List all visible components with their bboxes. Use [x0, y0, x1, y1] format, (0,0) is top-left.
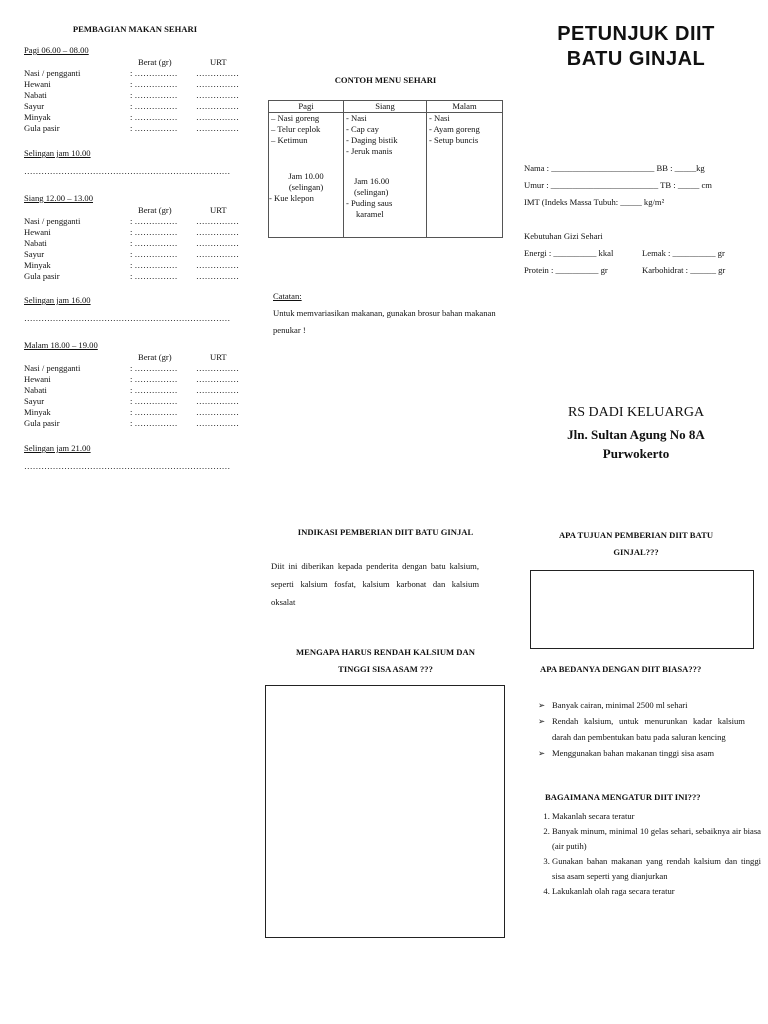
section-siang [24, 193, 254, 288]
field-nama-bb: Nama : ________________________ BB : _____kg [524, 163, 705, 173]
hospital-address2: Purwokerto [602, 446, 670, 461]
menu-cell-malam: - Nasi - Ayam goreng - Setup buncis [427, 113, 503, 238]
food-row: Gula pasir : …………… …………… [24, 123, 239, 133]
food-row: Minyak : …………… …………… [24, 112, 239, 122]
indikasi-text: Diit ini diberikan kepada penderita dengan batu kalsium, seperti kalsium fosfat, kalsium karbonat dan kalsium oksalat [271, 561, 479, 607]
list-item: ➢ Rendah kalsium, untuk menurunkan kadar kalsium darah dan pembentukan batu pada saluran kencing [536, 713, 745, 745]
food-row: Hewani : …………… …………… [24, 374, 239, 384]
field-protein: Protein : __________ gr [524, 265, 608, 275]
col-berat: Berat (gr) [138, 352, 172, 362]
food-row: Minyak : …………… …………… [24, 407, 239, 417]
menu-heading: CONTOH MENU SEHARI [334, 75, 437, 85]
meal-division-heading: PEMBAGIAN MAKAN SEHARI [72, 24, 198, 34]
selingan-16: Selingan jam 16.00 [24, 295, 91, 305]
food-row: Nabati : …………… …………… [24, 90, 239, 100]
siang-title: Siang 12.00 – 13.00 [24, 193, 93, 203]
cover-title-line1: PETUNJUK DIIT [557, 23, 715, 45]
food-row: Minyak : …………… …………… [24, 260, 239, 270]
mengatur-list [536, 809, 761, 899]
bedanya-heading: APA BEDANYA DENGAN DIIT BIASA??? [540, 664, 702, 674]
list-item: 2. Banyak minum, minimal 10 gelas sehari, sebaiknya air biasa (air putih) [552, 824, 761, 854]
field-umur-tb: Umur : _________________________ TB : _____ cm [524, 180, 712, 190]
hospital-name: RS DADI KELUARGA [567, 405, 705, 420]
field-karbohidrat: Karbohidrat : ______ gr [642, 265, 726, 275]
field-imt: IMT (Indeks Massa Tubuh: _____ kg/m² [524, 197, 665, 207]
indikasi-heading: INDIKASI PEMBERIAN DIIT BATU GINJAL [297, 527, 474, 537]
menu-table [268, 100, 503, 238]
selingan-10: Selingan jam 10.00 [24, 148, 91, 158]
food-row: Gula pasir : …………… …………… [24, 271, 239, 281]
arrow-bullet-icon: ➢ [538, 700, 546, 710]
list-item: 1. Makanlah secara teratur [552, 809, 761, 824]
food-row: Sayur : …………… …………… [24, 101, 239, 111]
food-row: Gula pasir : …………… …………… [24, 418, 239, 428]
mengatur-heading: BAGAIMANA MENGATUR DIIT INI??? [545, 792, 701, 802]
list-item: ➢ Banyak cairan, minimal 2500 ml sehari [536, 697, 745, 713]
food-row: Nasi / pengganti : …………… …………… [24, 363, 239, 373]
pagi-title: Pagi 06.00 – 08.00 [24, 45, 89, 55]
menu-cell-siang: - Nasi - Cap cay - Daging bistik - Jeruk manis Jam 16.00 (selingan) - Puding saus karamel [344, 113, 427, 238]
section-pagi [24, 45, 254, 140]
col-urt: URT [210, 352, 227, 362]
col-urt: URT [210, 205, 227, 215]
cover-title [520, 22, 752, 72]
mengapa-heading: MENGAPA HARUS RENDAH KALSIUM DAN TINGGI SISA ASAM ??? [296, 647, 475, 674]
dotted-line: ……………………………………………………………… [24, 313, 231, 323]
catatan-text: Untuk memvariasikan makanan, gunakan brosur bahan makanan penukar ! [273, 308, 496, 335]
col-berat: Berat (gr) [138, 57, 172, 67]
malam-title: Malam 18.00 – 19.00 [24, 340, 98, 350]
arrow-bullet-icon: ➢ [538, 748, 546, 758]
selingan-21: Selingan jam 21.00 [24, 443, 91, 453]
menu-cell-pagi: – Nasi goreng – Telur ceplok – Ketimun Jam 10.00 (selingan) - Kue klepon [269, 113, 344, 238]
menu-header-siang: Siang [344, 101, 427, 113]
hospital-address1: Jln. Sultan Agung No 8A [567, 427, 705, 442]
food-row: Nasi / pengganti : …………… …………… [24, 216, 239, 226]
list-item: 4. Lakukanlah olah raga secara teratur [552, 884, 761, 899]
section-malam [24, 340, 254, 435]
food-row: Nasi / pengganti : …………… …………… [24, 68, 239, 78]
list-item: 3. Gunakan bahan makanan yang rendah kalsium dan tinggi sisa asam seperti yang dianjurkan [552, 854, 761, 884]
bedanya-list [536, 697, 745, 761]
food-row: Sayur : …………… …………… [24, 396, 239, 406]
field-lemak: Lemak : __________ gr [642, 248, 725, 258]
menu-header-malam: Malam [427, 101, 503, 113]
col-urt: URT [210, 57, 227, 67]
food-row: Hewani : …………… …………… [24, 79, 239, 89]
cover-title-line2: BATU GINJAL [566, 48, 706, 70]
dotted-line: ……………………………………………………………… [24, 166, 231, 176]
food-row: Nabati : …………… …………… [24, 385, 239, 395]
list-item: ➢ Menggunakan bahan makanan tinggi sisa asam [536, 745, 745, 761]
col-berat: Berat (gr) [138, 205, 172, 215]
food-row: Sayur : …………… …………… [24, 249, 239, 259]
catatan-title: Catatan: [273, 291, 302, 301]
arrow-bullet-icon: ➢ [538, 716, 546, 726]
field-energi: Energi : __________ kkal [524, 248, 614, 258]
mengapa-answer-box [265, 685, 505, 938]
tujuan-heading: APA TUJUAN PEMBERIAN DIIT BATU GINJAL??? [558, 530, 714, 557]
dotted-line: ……………………………………………………………… [24, 461, 231, 471]
food-row: Nabati : …………… …………… [24, 238, 239, 248]
menu-header-pagi: Pagi [269, 101, 344, 113]
kebutuhan-gizi-label: Kebutuhan Gizi Sehari [524, 231, 603, 241]
food-row: Hewani : …………… …………… [24, 227, 239, 237]
tujuan-answer-box [530, 570, 754, 649]
